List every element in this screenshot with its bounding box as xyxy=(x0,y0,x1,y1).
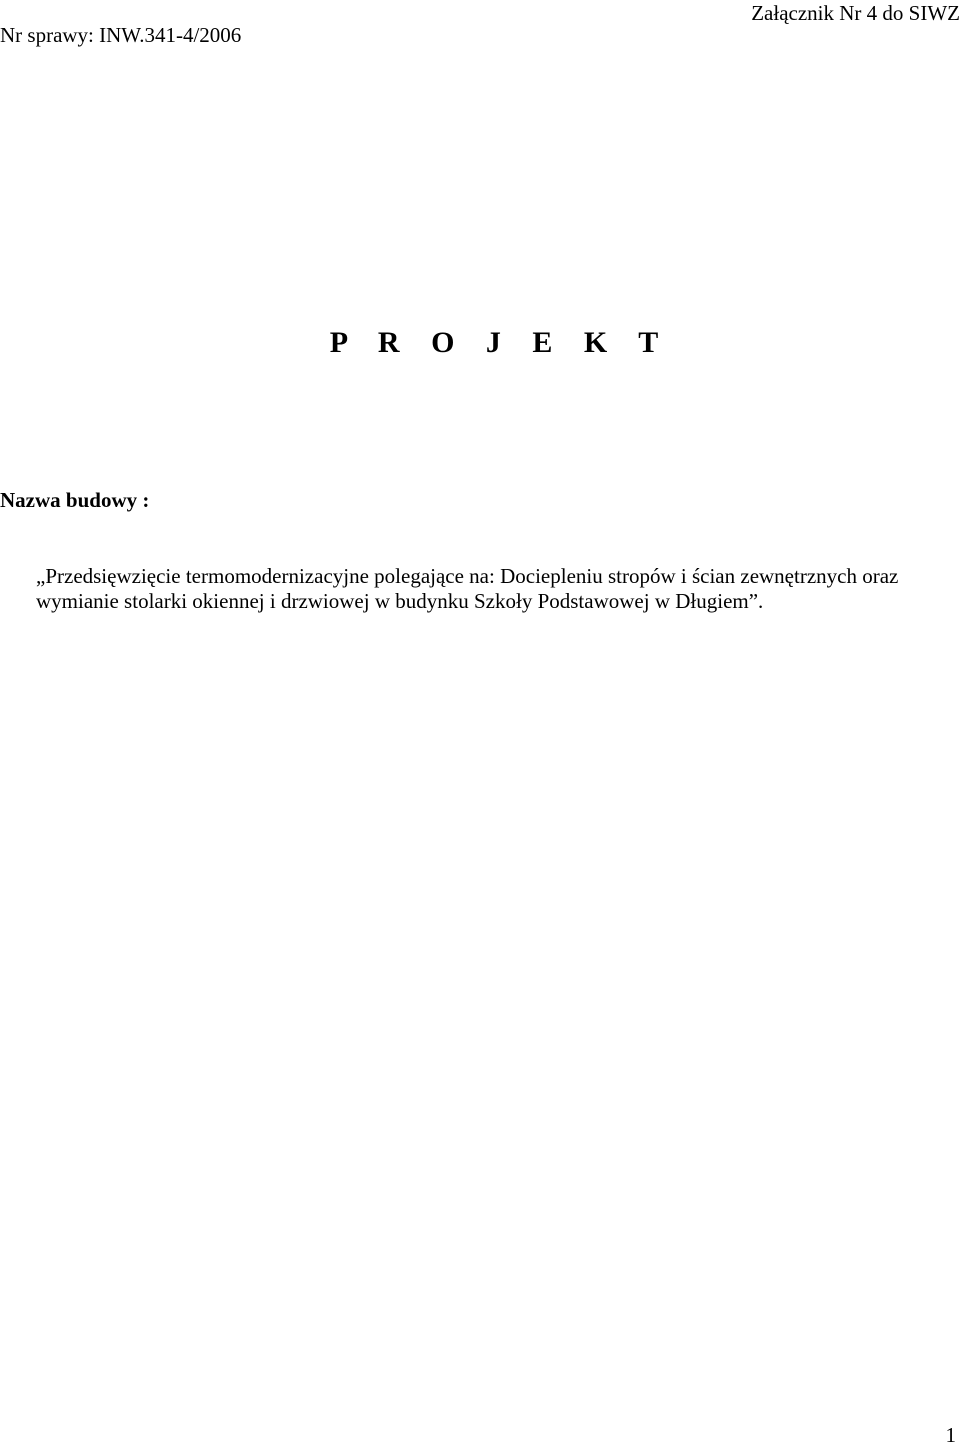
document-title: P R O J E K T xyxy=(329,326,671,359)
attachment-label: Załącznik Nr 4 do SIWZ xyxy=(751,1,960,25)
case-number: Nr sprawy: INW.341-4/2006 xyxy=(0,23,242,47)
page-number: 1 xyxy=(945,1423,956,1447)
construction-description: „Przedsięwzięcie termomodernizacyjne polegające na: Dociepleniu stropów i ścian zewnętrznych oraz wymianie stolarki okiennej i drzwiowej w budynku Szkoły Podstawowej w Długiem”. xyxy=(36,564,899,613)
construction-name-label: Nazwa budowy : xyxy=(0,488,150,512)
